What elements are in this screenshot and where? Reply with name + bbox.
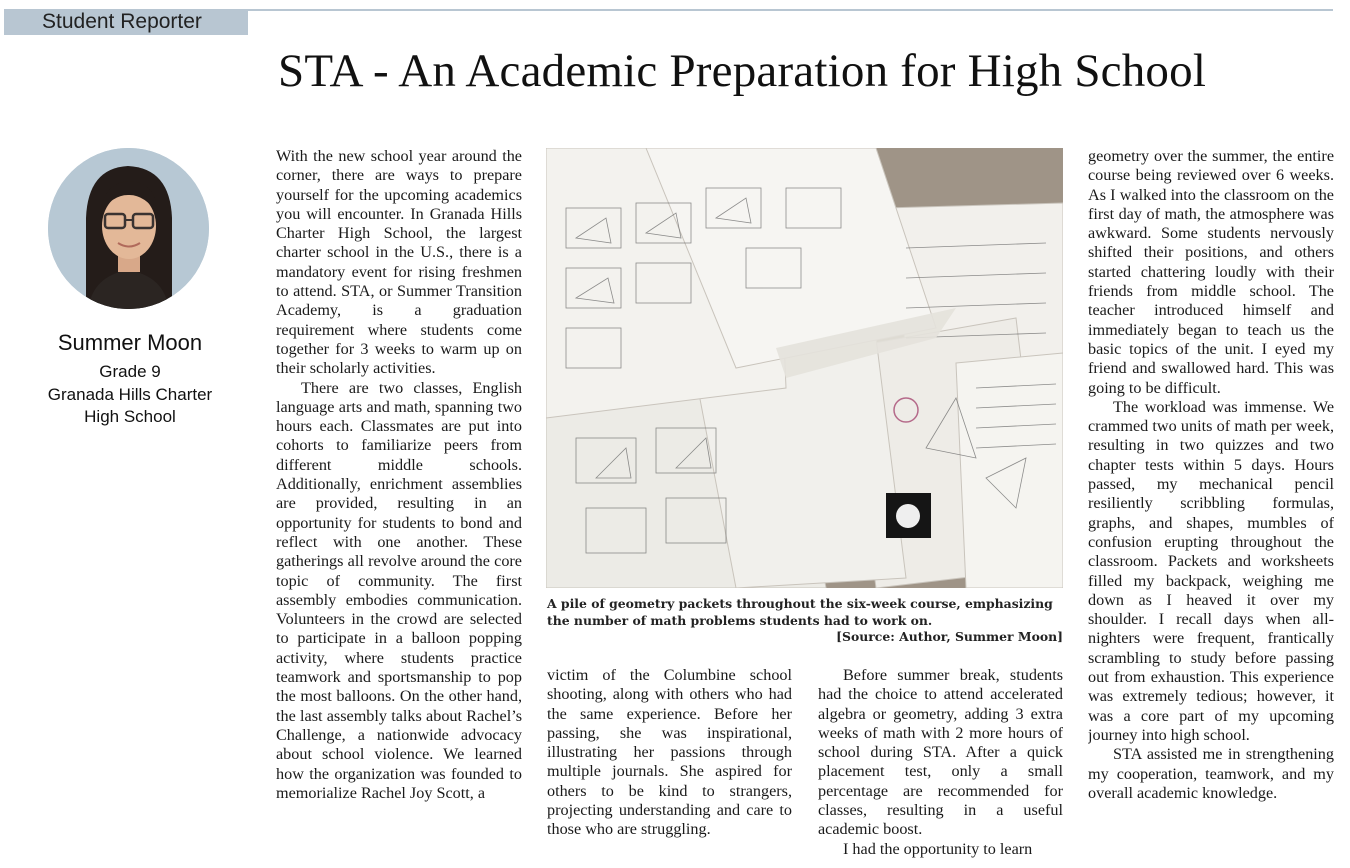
- article-column-4: [1088, 147, 1334, 863]
- geometry-packets-photo: [546, 148, 1063, 588]
- author-portrait-icon: [48, 148, 209, 309]
- photo-source: [Source: Author, Summer Moon]: [836, 629, 1063, 644]
- photo-caption-text: A pile of geometry packets throughout the six-week course, emphasizing the number of math problems students had to work on.: [547, 596, 1053, 628]
- author-avatar: [48, 148, 209, 309]
- body-paragraph: With the new school year around the corner, there are ways to prepare yourself for the upcoming academics you will encounter. In Granada Hills Charter High School, the largest charter school in the U.S., there is a mandatory event for rising freshmen to attend. STA, or Summer Transition Academy, is a graduation requirement where students come together for 3 weeks to warm up on their scholarly activities.: [276, 147, 522, 378]
- photo-caption: [547, 596, 1063, 646]
- body-paragraph: There are two classes, English language arts and math, spanning two hours each. Classmates are put into cohorts to familiarize peers from different middle schools. Additionally, enrichment assemblies are provided, resulting in an opportunity for students to bond and reflect with one another. These gatherings all revolve around the core topic of community. The first assembly embodies communication. Volunteers in the crowd are selected to participate in a balloon popping activity, where students practice teamwork and sportsmanship to pop the most balloons. On the other hand, the last assembly talks about Rachel’s Challenge, a nationwide advocacy about school violence. We learned how the organization was founded to memorialize Rachel Joy Scott, a: [276, 378, 522, 802]
- article-title: STA - An Academic Preparation for High School: [278, 45, 1207, 97]
- worksheets-pile-image: [546, 148, 1063, 588]
- header-rule: [248, 9, 1333, 11]
- article-column-3: [818, 666, 1063, 864]
- author-name: Summer Moon: [57, 330, 203, 355]
- author-school-line-2: High School: [84, 407, 176, 426]
- body-paragraph: I had the opportunity to learn: [843, 839, 1033, 858]
- author-school-line-1: Granada Hills Charter: [47, 385, 213, 404]
- body-paragraph: victim of the Columbine school shooting, along with others who had the same experience. Before her passing, she was inspirational, illustrating her passions through multiple journals. She aspired for others to be kind to strangers, projecting understanding and care to those who are struggling.: [547, 666, 792, 839]
- body-paragraph: The workload was immense. We crammed two units of math per week, resulting in two quizzes and two chapter tests within 5 days. Hours passed, my mechanical pencil resiliently scribbling formulas, graphs, and shapes, mumbles of confusion erupting throughout the classroom. Packets and worksheets filled my backpack, weighing me down as I heaved it over my shoulder. I recall days when all-nighters were frequent, frantically scrambling to study before passing out from exhaustion. This experience was extremely tedious; however, it was a core part of my upcoming journey into high school.: [1088, 397, 1334, 744]
- body-paragraph: geometry over the summer, the entire course being reviewed over 6 weeks. As I walked into the classroom on the first day of math, the atmosphere was awkward. Some students nervously shifted their positions, and others started chattering loudly with their friends from middle school. The teacher introduced himself and immediately began to teach us the basic topics of the unit. I eyed my friend and swallowed hard. This was going to be difficult.: [1088, 147, 1334, 397]
- section-label: Student Reporter: [4, 9, 248, 35]
- author-grade: Grade 9: [99, 362, 161, 381]
- author-school: [10, 384, 250, 428]
- article-column-1: [276, 147, 522, 863]
- body-paragraph: Before summer break, students had the choice to attend accelerated algebra or geometry, adding 3 extra weeks of math with 2 more hours of school during STA. After a quick placement test, only a small percentage are recommended for classes, resulting in a useful academic boost.: [818, 666, 1063, 839]
- article-column-2: [547, 666, 792, 864]
- body-paragraph: STA assisted me in strengthening my cooperation, teamwork, and my overall academic knowledge.: [1088, 745, 1334, 802]
